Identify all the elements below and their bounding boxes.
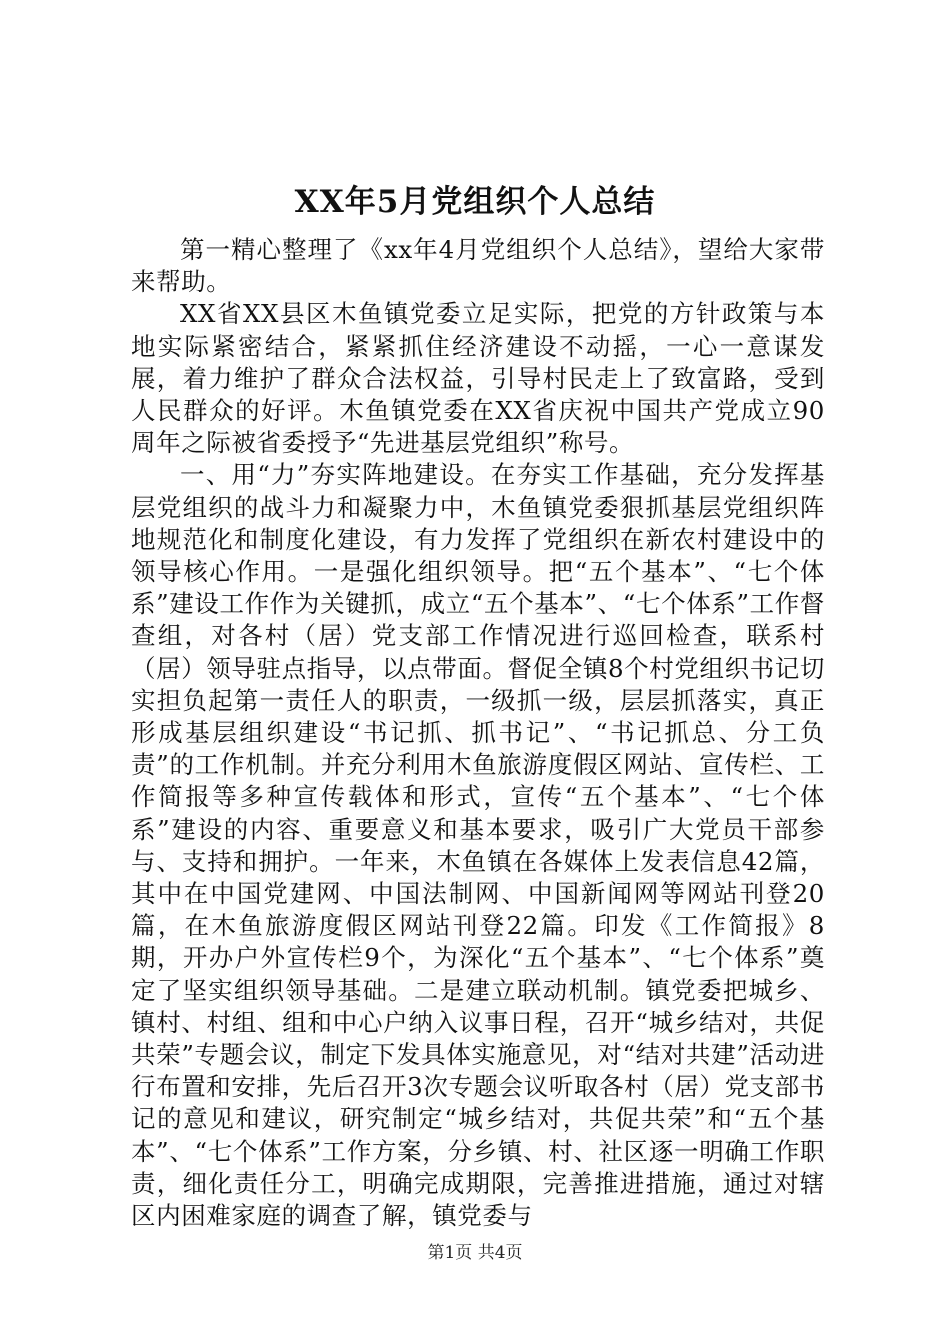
paragraph-intro: 第一精心整理了《xx年4月党组织个人总结》，望给大家带来帮助。 [131, 235, 825, 297]
document-body [131, 234, 825, 1232]
page-number: 第1页 共4页 [427, 1243, 523, 1263]
document-title: XX年5月党组织个人总结 [294, 184, 656, 220]
paragraph-overview: XX省XX县区木鱼镇党委立足实际，把党的方针政策与本地实际紧密结合，紧紧抓住经济建设不动摇，一心一意谋发展，着力维护了群众合法权益，引导村民走上了致富路，受到人民群众的好评。木鱼镇党委在XX省庆祝中国共产党成立90周年之际被省委授予“先进基层党组织”称号。 [131, 299, 825, 458]
paragraph-section-one: 一、用“力”夯实阵地建设。在夯实工作基础，充分发挥基层党组织的战斗力和凝聚力中，木鱼镇党委狠抓基层党组织阵地规范化和制度化建设，有力发挥了党组织在新农村建设中的领导核心作用。一是强化组织领导。把“五个基本”、“七个体系”建设工作作为关键抓，成立“五个基本”、“七个体系”工作督查组，对各村（居）党支部工作情况进行巡回检查，联系村（居）领导驻点指导，以点带面。督促全镇8个村党组织书记切实担负起第一责任人的职责，一级抓一级，层层抓落实，真正形成基层组织建设“书记抓、抓书记”、“书记抓总、分工负责”的工作机制。并充分利用木鱼旅游度假区网站、宣传栏、工作简报等多种宣传载体和形式，宣传“五个基本”、“七个体系”建设的内容、重要意义和基本要求，吸引广大党员干部参与、支持和拥护。一年来，木鱼镇在各媒体上发表信息42篇，其中在中国党建网、中国法制网、中国新闻网等网站刊登20篇，在木鱼旅游度假区网站刊登22篇。印发《工作简报》8期，开办户外宣传栏9个，为深化“五个基本”、“七个体系”奠定了坚实组织领导基础。二是建立联动机制。镇党委把城乡、镇村、村组、组和中心户纳入议事日程，召开“城乡结对，共促共荣”专题会议，制定下发具体实施意见，对“结对共建”活动进行布置和安排，先后召开3次专题会议听取各村（居）党支部书记的意见和建议，研究制定“城乡结对，共促共荣”和“五个基本”、“七个体系”工作方案，分乡镇、村、社区逐一明确工作职责，细化责任分工，明确完成期限，完善推进措施，通过对辖区内困难家庭的调查了解，镇党委与 [131, 460, 825, 1231]
